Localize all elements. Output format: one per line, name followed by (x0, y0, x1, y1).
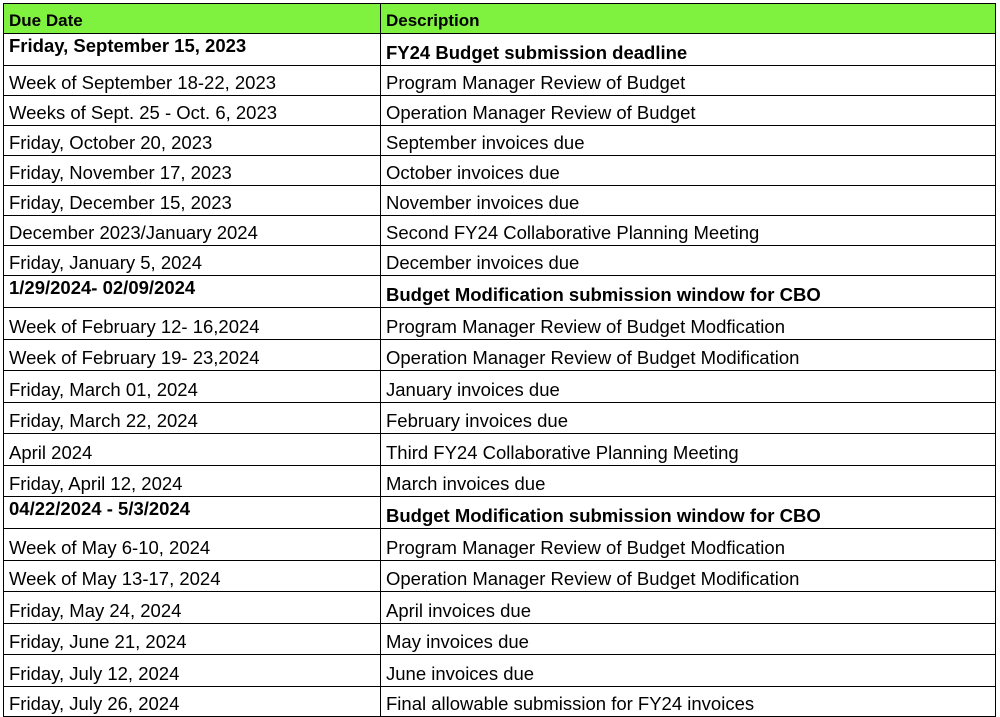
table-row (4, 156, 996, 186)
description-cell: October invoices due (381, 156, 996, 186)
due-date-cell: April 2024 (4, 434, 381, 466)
table-row (4, 308, 996, 340)
table-row (4, 216, 996, 246)
table-row (4, 497, 996, 529)
due-date-cell: Week of February 19- 23,2024 (4, 339, 381, 371)
description-cell: April invoices due (381, 592, 996, 624)
due-date-cell: Friday, March 22, 2024 (4, 402, 381, 434)
table-row (4, 66, 996, 96)
table-row (4, 465, 996, 497)
due-date-cell: Week of May 13-17, 2024 (4, 560, 381, 592)
description-cell: Second FY24 Collaborative Planning Meeting (381, 216, 996, 246)
due-date-cell: Friday, July 26, 2024 (4, 686, 381, 716)
column-header-due-date: Due Date (4, 4, 381, 34)
table-row (4, 623, 996, 655)
due-date-cell: Friday, December 15, 2023 (4, 186, 381, 216)
table-row (4, 186, 996, 216)
due-date-cell: Weeks of Sept. 25 - Oct. 6, 2023 (4, 96, 381, 126)
due-date-cell: December 2023/January 2024 (4, 216, 381, 246)
description-cell: Budget Modification submission window for CBO (381, 497, 996, 529)
table-row (4, 96, 996, 126)
description-cell: Program Manager Review of Budget (381, 66, 996, 96)
description-cell: February invoices due (381, 402, 996, 434)
header-row (4, 4, 996, 34)
table-row (4, 529, 996, 561)
table-row (4, 126, 996, 156)
due-date-cell: Friday, May 24, 2024 (4, 592, 381, 624)
description-cell: March invoices due (381, 465, 996, 497)
table-row (4, 655, 996, 687)
description-cell: Final allowable submission for FY24 invoices (381, 686, 996, 716)
table-row (4, 402, 996, 434)
table-row (4, 560, 996, 592)
table-row (4, 434, 996, 466)
due-date-cell: Friday, April 12, 2024 (4, 465, 381, 497)
due-date-cell: Friday, March 01, 2024 (4, 371, 381, 403)
description-cell: Operation Manager Review of Budget Modification (381, 339, 996, 371)
description-cell: FY24 Budget submission deadline (381, 34, 996, 66)
due-date-cell: Friday, June 21, 2024 (4, 623, 381, 655)
description-cell: Program Manager Review of Budget Modfication (381, 529, 996, 561)
due-date-cell: Friday, November 17, 2023 (4, 156, 381, 186)
description-cell: Third FY24 Collaborative Planning Meeting (381, 434, 996, 466)
table-row (4, 686, 996, 716)
description-cell: Operation Manager Review of Budget (381, 96, 996, 126)
description-cell: November invoices due (381, 186, 996, 216)
schedule-table (3, 3, 996, 717)
table-header (4, 4, 996, 34)
description-cell: December invoices due (381, 246, 996, 276)
table-row (4, 34, 996, 66)
table-row (4, 246, 996, 276)
description-cell: Budget Modification submission window for CBO (381, 276, 996, 308)
due-date-cell: Week of May 6-10, 2024 (4, 529, 381, 561)
table-row (4, 339, 996, 371)
due-date-cell: Week of February 12- 16,2024 (4, 308, 381, 340)
table-row (4, 276, 996, 308)
due-date-cell: 04/22/2024 - 5/3/2024 (4, 497, 381, 529)
due-date-cell: Friday, January 5, 2024 (4, 246, 381, 276)
column-header-description: Description (381, 4, 996, 34)
description-cell: June invoices due (381, 655, 996, 687)
description-cell: Program Manager Review of Budget Modfication (381, 308, 996, 340)
description-cell: Operation Manager Review of Budget Modification (381, 560, 996, 592)
due-date-cell: Week of September 18-22, 2023 (4, 66, 381, 96)
table-body (4, 34, 996, 717)
due-date-cell: Friday, October 20, 2023 (4, 126, 381, 156)
table-row (4, 371, 996, 403)
due-date-cell: Friday, July 12, 2024 (4, 655, 381, 687)
table-row (4, 592, 996, 624)
description-cell: September invoices due (381, 126, 996, 156)
due-date-cell: Friday, September 15, 2023 (4, 34, 381, 66)
description-cell: January invoices due (381, 371, 996, 403)
due-date-cell: 1/29/2024- 02/09/2024 (4, 276, 381, 308)
description-cell: May invoices due (381, 623, 996, 655)
